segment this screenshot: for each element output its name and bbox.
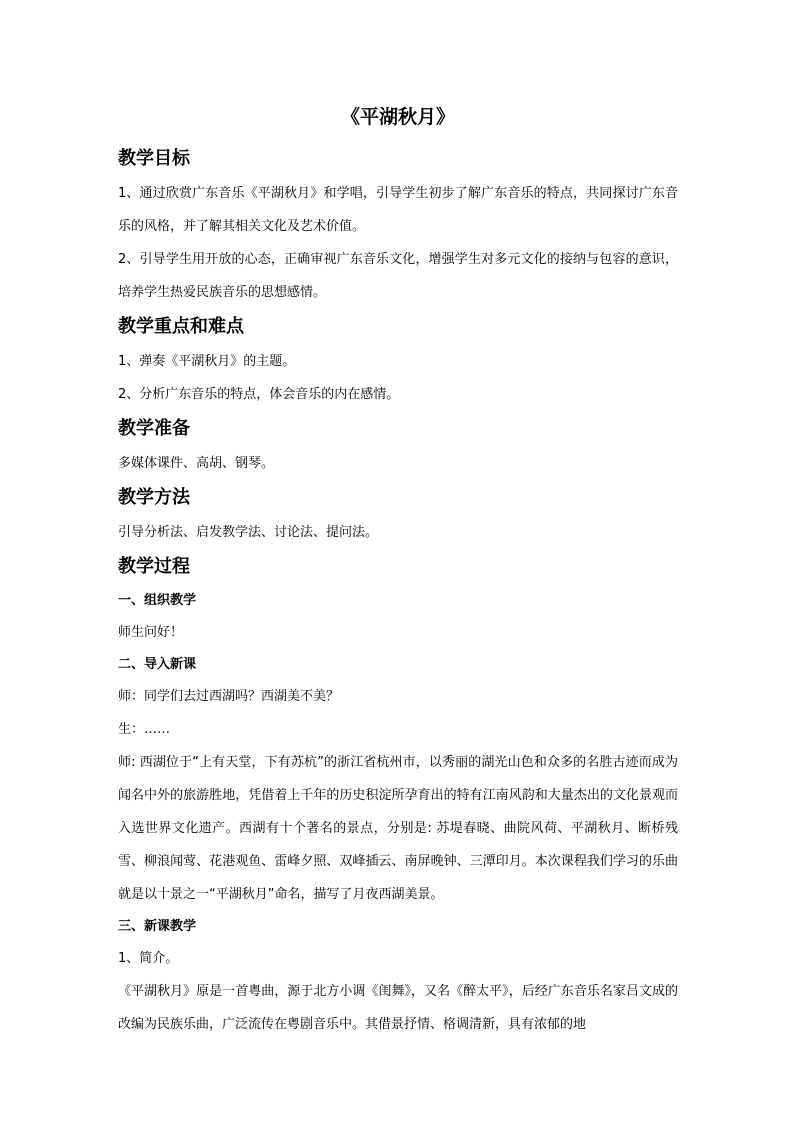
section-heading-preparation: 教学准备 <box>118 418 190 439</box>
dialogue-student-reply: 生：…… <box>118 722 171 737</box>
dialogue-teacher-explanation: 师: 西湖位于“上有天堂，下有苏杭”的浙江省杭州市，以秀丽的湖光山色和众多的名胜古迹而成为闻名中外的旅游胜地，凭借着上千年的历史积淀所孕育出的特有江南风韵和大量杰出的文化景观而入选世界文化遗产。西湖有十个著名的景点，分别是: 苏堤春晓、曲院风荷、平湖秋月、断桥残雪、柳浪闻莺、花港观鱼、雷峰夕照、双峰插云、南屏晚钟、三潭印月。本次课程我们学习的乐曲就是以十景之一“平湖秋月”命名，描写了月夜西湖美景。 <box>118 755 678 902</box>
methods-text: 引导分析法、启发教学法、讨论法、提问法。 <box>118 525 379 540</box>
section-heading-key-points: 教学重点和难点 <box>118 316 244 337</box>
new-lesson-intro-text: 《平湖秋月》原是一首粤曲，源于北方小调《闺舞》，又名《醉太平》，后经广东音乐名家吕文成的改编为民族乐曲，广泛流传在粤剧音乐中。其借景抒情、格调清新，具有浓郁的地 <box>118 984 678 1032</box>
step-organize-text: 师生问好！ <box>118 625 184 640</box>
objective-paragraph-2: 2、引导学生用开放的心态，正确审视广东音乐文化，增强学生对多元文化的接纳与包容的意识，培养学生热爱民族音乐的思想感情。 <box>118 252 678 300</box>
new-lesson-intro-label: 1、简介。 <box>118 951 179 966</box>
section-heading-methods: 教学方法 <box>118 487 190 508</box>
dialogue-teacher-question: 师：同学们去过西湖吗？西湖美不美？ <box>118 689 340 704</box>
preparation-text: 多媒体课件、高胡、钢琴。 <box>118 456 275 471</box>
key-point-1: 1、弹奏《平湖秋月》的主题。 <box>118 354 296 369</box>
key-point-2: 2、分析广东音乐的特点，体会音乐的内在感情。 <box>118 387 400 402</box>
document-title: 《平湖秋月》 <box>340 106 455 128</box>
step-heading-introduction: 二、导入新课 <box>118 657 197 672</box>
step-heading-new-lesson: 三、新课教学 <box>118 919 197 934</box>
section-heading-process: 教学过程 <box>118 556 190 577</box>
section-heading-objectives: 教学目标 <box>118 148 190 169</box>
step-heading-organize: 一、组织教学 <box>118 593 197 608</box>
document-body <box>118 104 678 1041</box>
objective-paragraph-1: 1、通过欣赏广东音乐《平湖秋月》和学唱，引导学生初步了解广东音乐的特点，共同探讨广东音乐的风格，并了解其相关文化及艺术价值。 <box>118 186 678 234</box>
